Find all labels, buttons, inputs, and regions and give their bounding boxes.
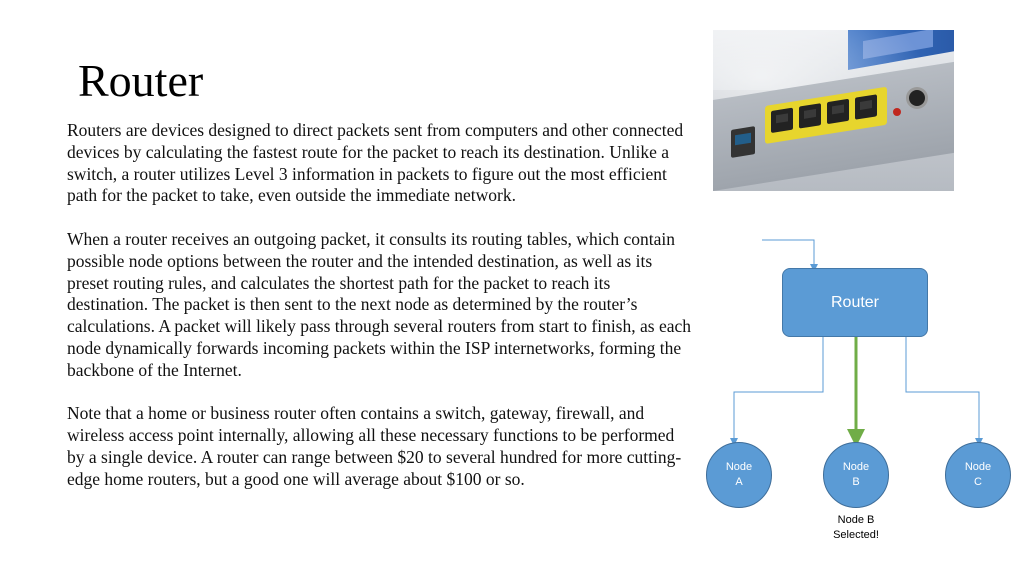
paragraph-routing-process: When a router receives an outgoing packet, it consults its routing tables, which contain possible node options between the router and the intended destination, as well as its preset routing rules, and calculates the shortest path for the packet to reach its destination. The packet is then sent to the next node as determined by the router’s calculations. A packet will likely pass through several routers from start to finish, as each node dynamically forwards incoming packets within the ISP internetworks, forming the backbone of the Internet.: [67, 228, 692, 380]
node-a-label-line2: A: [735, 476, 743, 488]
router-shape: Router: [782, 268, 928, 337]
photo-ethernet-port: [855, 94, 877, 119]
node-c-label-line2: C: [974, 476, 982, 488]
router-photo: [713, 30, 954, 191]
paragraph-home-router-note: Note that a home or business router often contains a switch, gateway, firewall, and wireless access point internally, allowing all these necessary functions to be performed by a single device. A router can range between $20 to several hundred for more cutting-edge home routers, but a good one will average about $100 or so.: [67, 403, 682, 489]
incoming-connector: [762, 240, 814, 268]
node-c-label-line1: Node: [964, 461, 992, 473]
photo-ethernet-port: [799, 103, 821, 128]
slide-title: Router: [78, 55, 204, 106]
selected-caption: [816, 513, 896, 543]
photo-line-port: [731, 126, 755, 158]
connector-to-node-a: [734, 337, 823, 442]
routing-diagram: [725, 230, 1024, 560]
photo-power-jack: [909, 90, 925, 106]
body-text: [67, 120, 692, 512]
photo-ethernet-port: [771, 108, 793, 133]
paragraph-router-definition: Routers are devices designed to direct packets sent from computers and other connected devices by calculating the fastest route for the packet to reach its destination. Unlike a switch, a router utilizes Level 3 information in packets to figure out the most efficient path for the packet to take, even outside the immediate network.: [67, 120, 684, 206]
node-a: [706, 442, 772, 508]
connector-to-node-c: [906, 337, 979, 442]
node-b-label-line1: Node: [842, 461, 870, 473]
node-b: [823, 442, 889, 508]
node-a-label-line1: Node: [725, 461, 753, 473]
photo-reset-button: [893, 108, 901, 116]
photo-ethernet-port: [827, 99, 849, 124]
node-b-label-line2: B: [852, 476, 860, 488]
node-c: [945, 442, 1011, 508]
selected-caption-line1: Node B: [837, 514, 875, 526]
selected-caption-line2: Selected!: [833, 529, 879, 541]
